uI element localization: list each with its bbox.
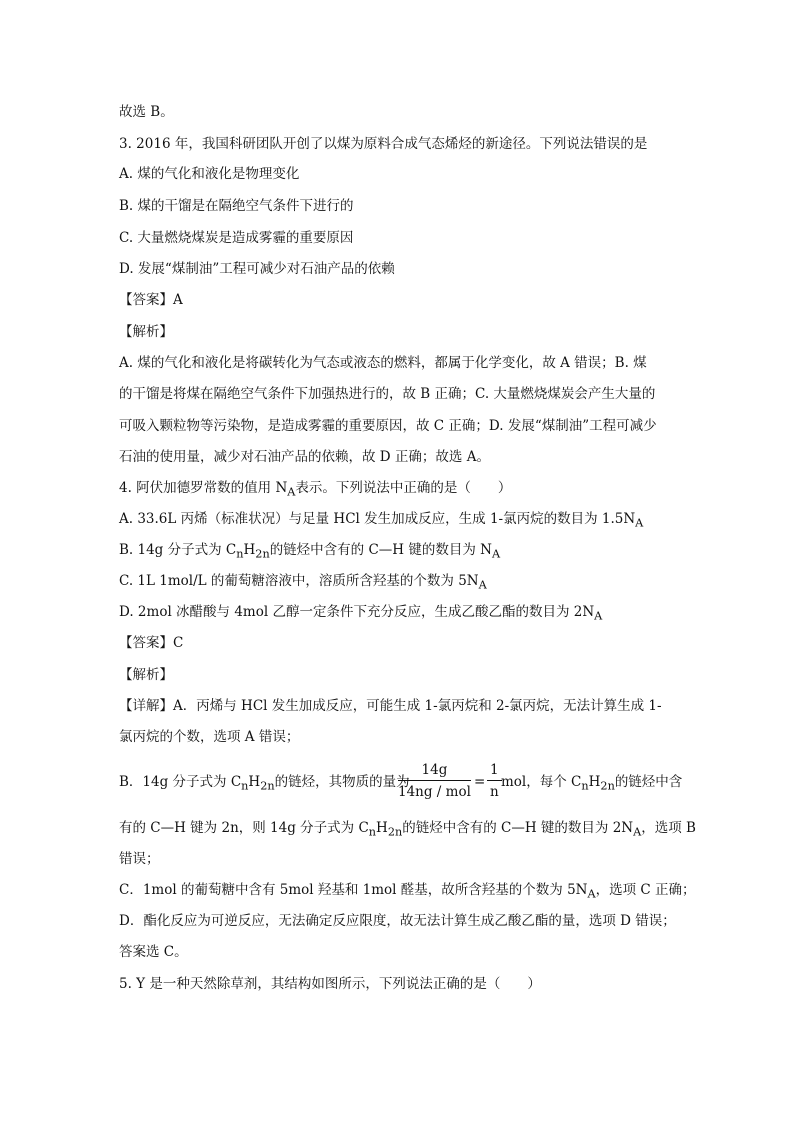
fraction-one-over-n bbox=[487, 762, 502, 800]
fraction-numerator: 1 bbox=[487, 762, 502, 781]
text-run: mol，每个 C bbox=[501, 774, 582, 790]
answer-label: 【答案】C bbox=[119, 635, 184, 651]
analysis-formula-line bbox=[119, 772, 410, 797]
text-run: B．14g 分子式为 C bbox=[119, 774, 242, 790]
analysis-text: 石油的使用量，减少对石油产品的依赖，故 D 正确；故选 A。 bbox=[119, 449, 490, 465]
text-run: H bbox=[376, 820, 388, 836]
text-run: C. 1L 1mol/L 的葡萄糖溶液中，溶质所含羟基的个数为 5N bbox=[119, 573, 479, 589]
subscript: A bbox=[491, 547, 501, 561]
text-run: ，选项 B bbox=[641, 820, 696, 836]
fraction-denominator: 14ng / mol bbox=[398, 784, 471, 800]
subscript: 2n bbox=[387, 825, 403, 839]
option-a bbox=[119, 509, 643, 534]
option-d: D. 发展“煤制油”工程可减少对石油产品的依赖 bbox=[119, 261, 395, 277]
fraction-mass-over-molar-mass bbox=[398, 762, 471, 800]
subscript: 2n bbox=[255, 547, 270, 561]
question-4 bbox=[119, 478, 511, 503]
answer-label: 【答案】A bbox=[119, 292, 183, 308]
option-c: C. 大量燃烧煤炭是造成雾霾的重要原因 bbox=[119, 230, 354, 246]
question-3: 3. 2016 年，我国科研团队开创了以煤为原料合成气态烯烃的新途径。下列说法错误的是 bbox=[119, 136, 648, 152]
option-b: B. 煤的干馏是在隔绝空气条件下进行的 bbox=[119, 198, 354, 214]
analysis-label: 【解析】 bbox=[119, 324, 173, 340]
analysis-formula-tail bbox=[501, 772, 682, 797]
subscript: n bbox=[241, 779, 249, 793]
question-5: 5. Y 是一种天然除草剂，其结构如图所示，下列说法正确的是（ ） bbox=[119, 976, 541, 992]
analysis-text: 错误； bbox=[119, 851, 160, 867]
analysis-text: 【详解】A．丙烯与 HCl 发生加成反应，可能生成 1-氯丙烷和 2-氯丙烷，无法计算生成 1- bbox=[119, 698, 662, 714]
text-run: 的链烃中含 bbox=[614, 774, 683, 790]
subscript: A bbox=[478, 578, 487, 592]
subscript: n bbox=[368, 825, 377, 839]
text-run: 的链烃，其物质的量为 bbox=[274, 774, 410, 790]
analysis-text: D．酯化反应为可逆反应，无法确定反应限度，故无法计算生成乙酸乙酯的量，选项 D 错误； bbox=[119, 913, 676, 929]
analysis-text: 的干馏是将煤在隔绝空气条件下加强热进行的，故 B 正确；C. 大量燃烧煤炭会产生大量的 bbox=[119, 386, 656, 402]
subscript: n bbox=[581, 779, 589, 793]
analysis-text bbox=[119, 880, 696, 905]
subscript: A bbox=[635, 516, 644, 530]
text-run: 表示。下列说法中正确的是（ ） bbox=[295, 480, 512, 496]
final-answer: 答案选 C。 bbox=[119, 944, 188, 960]
text-line: 故选 B。 bbox=[119, 104, 174, 120]
subscript: A bbox=[287, 485, 296, 499]
subscript: 2n bbox=[260, 779, 275, 793]
fraction-numerator: 14g bbox=[398, 762, 471, 781]
text-run: B. 14g 分子式为 C bbox=[119, 542, 237, 558]
analysis-text: 可吸入颗粒物等污染物，是造成雾霾的重要原因，故 C 正确；D. 发展“煤制油”工程可减少 bbox=[119, 418, 657, 434]
subscript: A bbox=[587, 887, 596, 901]
text-run: H bbox=[588, 774, 601, 790]
text-run: 4. 阿伏加德罗常数的值用 N bbox=[119, 480, 288, 496]
text-run: H bbox=[243, 542, 256, 558]
analysis-text bbox=[119, 818, 696, 843]
text-run: 的链烃中含有的 C—H 键的数目为 2N bbox=[402, 820, 634, 836]
text-run: A. 33.6L 丙烯（标准状况）与足量 HCl 发生加成反应，生成 1-氯丙烷的数目为 1.5N bbox=[119, 511, 636, 527]
option-a: A. 煤的气化和液化是物理变化 bbox=[119, 166, 300, 182]
analysis-text: A. 煤的气化和液化是将碳转化为气态或液态的燃料，都属于化学变化，故 A 错误；B. 煤 bbox=[119, 355, 647, 371]
fraction-denominator: n bbox=[489, 784, 499, 800]
text-run: D. 2mol 冰醋酸与 4mol 乙醇一定条件下充分反应，生成乙酸乙酯的数目为 2N bbox=[119, 604, 595, 620]
text-run: 的链烃中含有的 C—H 键的数目为 N bbox=[269, 542, 492, 558]
subscript: 2n bbox=[600, 779, 615, 793]
subscript: n bbox=[236, 547, 244, 561]
analysis-label: 【解析】 bbox=[119, 667, 173, 683]
option-b bbox=[119, 540, 500, 565]
equals-sign: = bbox=[474, 774, 486, 790]
text-run: H bbox=[248, 774, 261, 790]
subscript: A bbox=[594, 609, 603, 623]
text-run: 有的 C—H 键为 2n，则 14g 分子式为 C bbox=[119, 820, 369, 836]
text-run: ，选项 C 正确； bbox=[595, 882, 696, 898]
subscript: A bbox=[633, 825, 642, 839]
option-c bbox=[119, 571, 487, 596]
analysis-text: 氯丙烷的个数，选项 A 错误； bbox=[119, 729, 300, 745]
text-run: C．1mol 的葡萄糖中含有 5mol 羟基和 1mol 醛基，故所含羟基的个数为 5N bbox=[119, 882, 588, 898]
option-d bbox=[119, 602, 602, 627]
